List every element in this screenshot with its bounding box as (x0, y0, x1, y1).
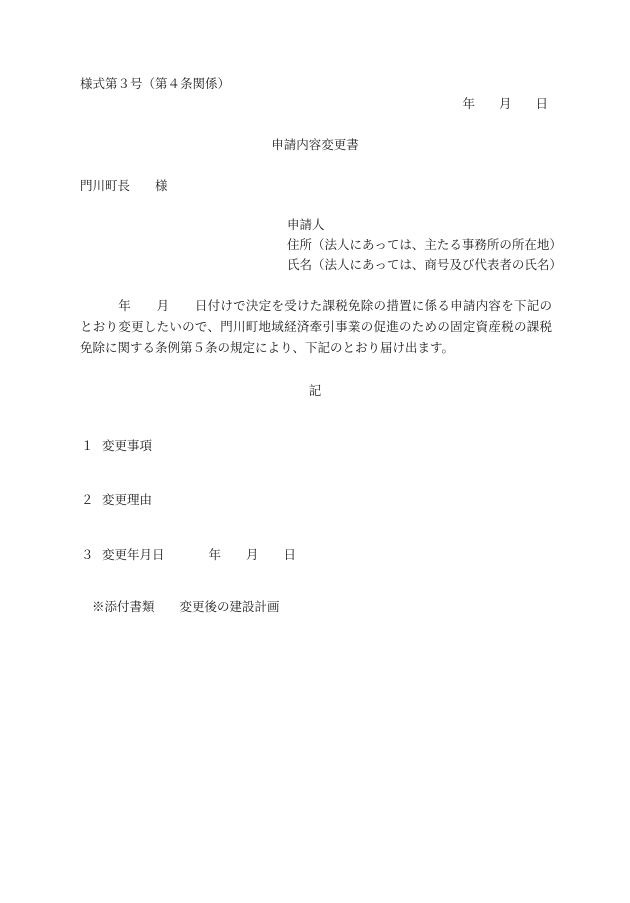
date-day: 日 (535, 96, 548, 111)
item-change-date (81, 547, 296, 563)
document-title: 申請内容変更書 (271, 137, 359, 152)
date-year: 年 (462, 96, 475, 111)
item-change-reason (81, 492, 152, 508)
form-label: 様式第３号（第４条関係） (80, 76, 231, 91)
date-month: 月 (498, 96, 512, 111)
addressee: 門川町長 様 (80, 178, 168, 193)
item-label: 変更理由 (102, 492, 153, 507)
item-change-matter (81, 438, 152, 454)
applicant-name-label: 氏名（法人にあっては、商号及び代表者の氏名） (287, 257, 562, 272)
item-number: ３ (81, 547, 94, 562)
applicant-address-label: 住所（法人にあっては、主たる事務所の所在地） (287, 237, 562, 252)
date-line (462, 96, 548, 112)
body-paragraph: 年 月 日付けで決定を受けた課税免除の措置に係る申請内容を下記のとおり変更したいので、門川町地域経済牽引事業の促進のための固定資産税の課税免除に関する条例第５条の規定により、下記のとおり届け出ます。 (80, 298, 552, 355)
item-label: 変更年月日 (102, 547, 165, 562)
item-number: １ (81, 438, 94, 453)
item-label: 変更事項 (102, 438, 153, 453)
item-date-value: 年 月 日 (208, 547, 297, 562)
ki-heading: 記 (308, 383, 322, 398)
item-number: ２ (81, 492, 94, 507)
attachment-note: ※添付書類 変更後の建設計画 (92, 599, 280, 614)
applicant-heading: 申請人 (287, 217, 325, 232)
